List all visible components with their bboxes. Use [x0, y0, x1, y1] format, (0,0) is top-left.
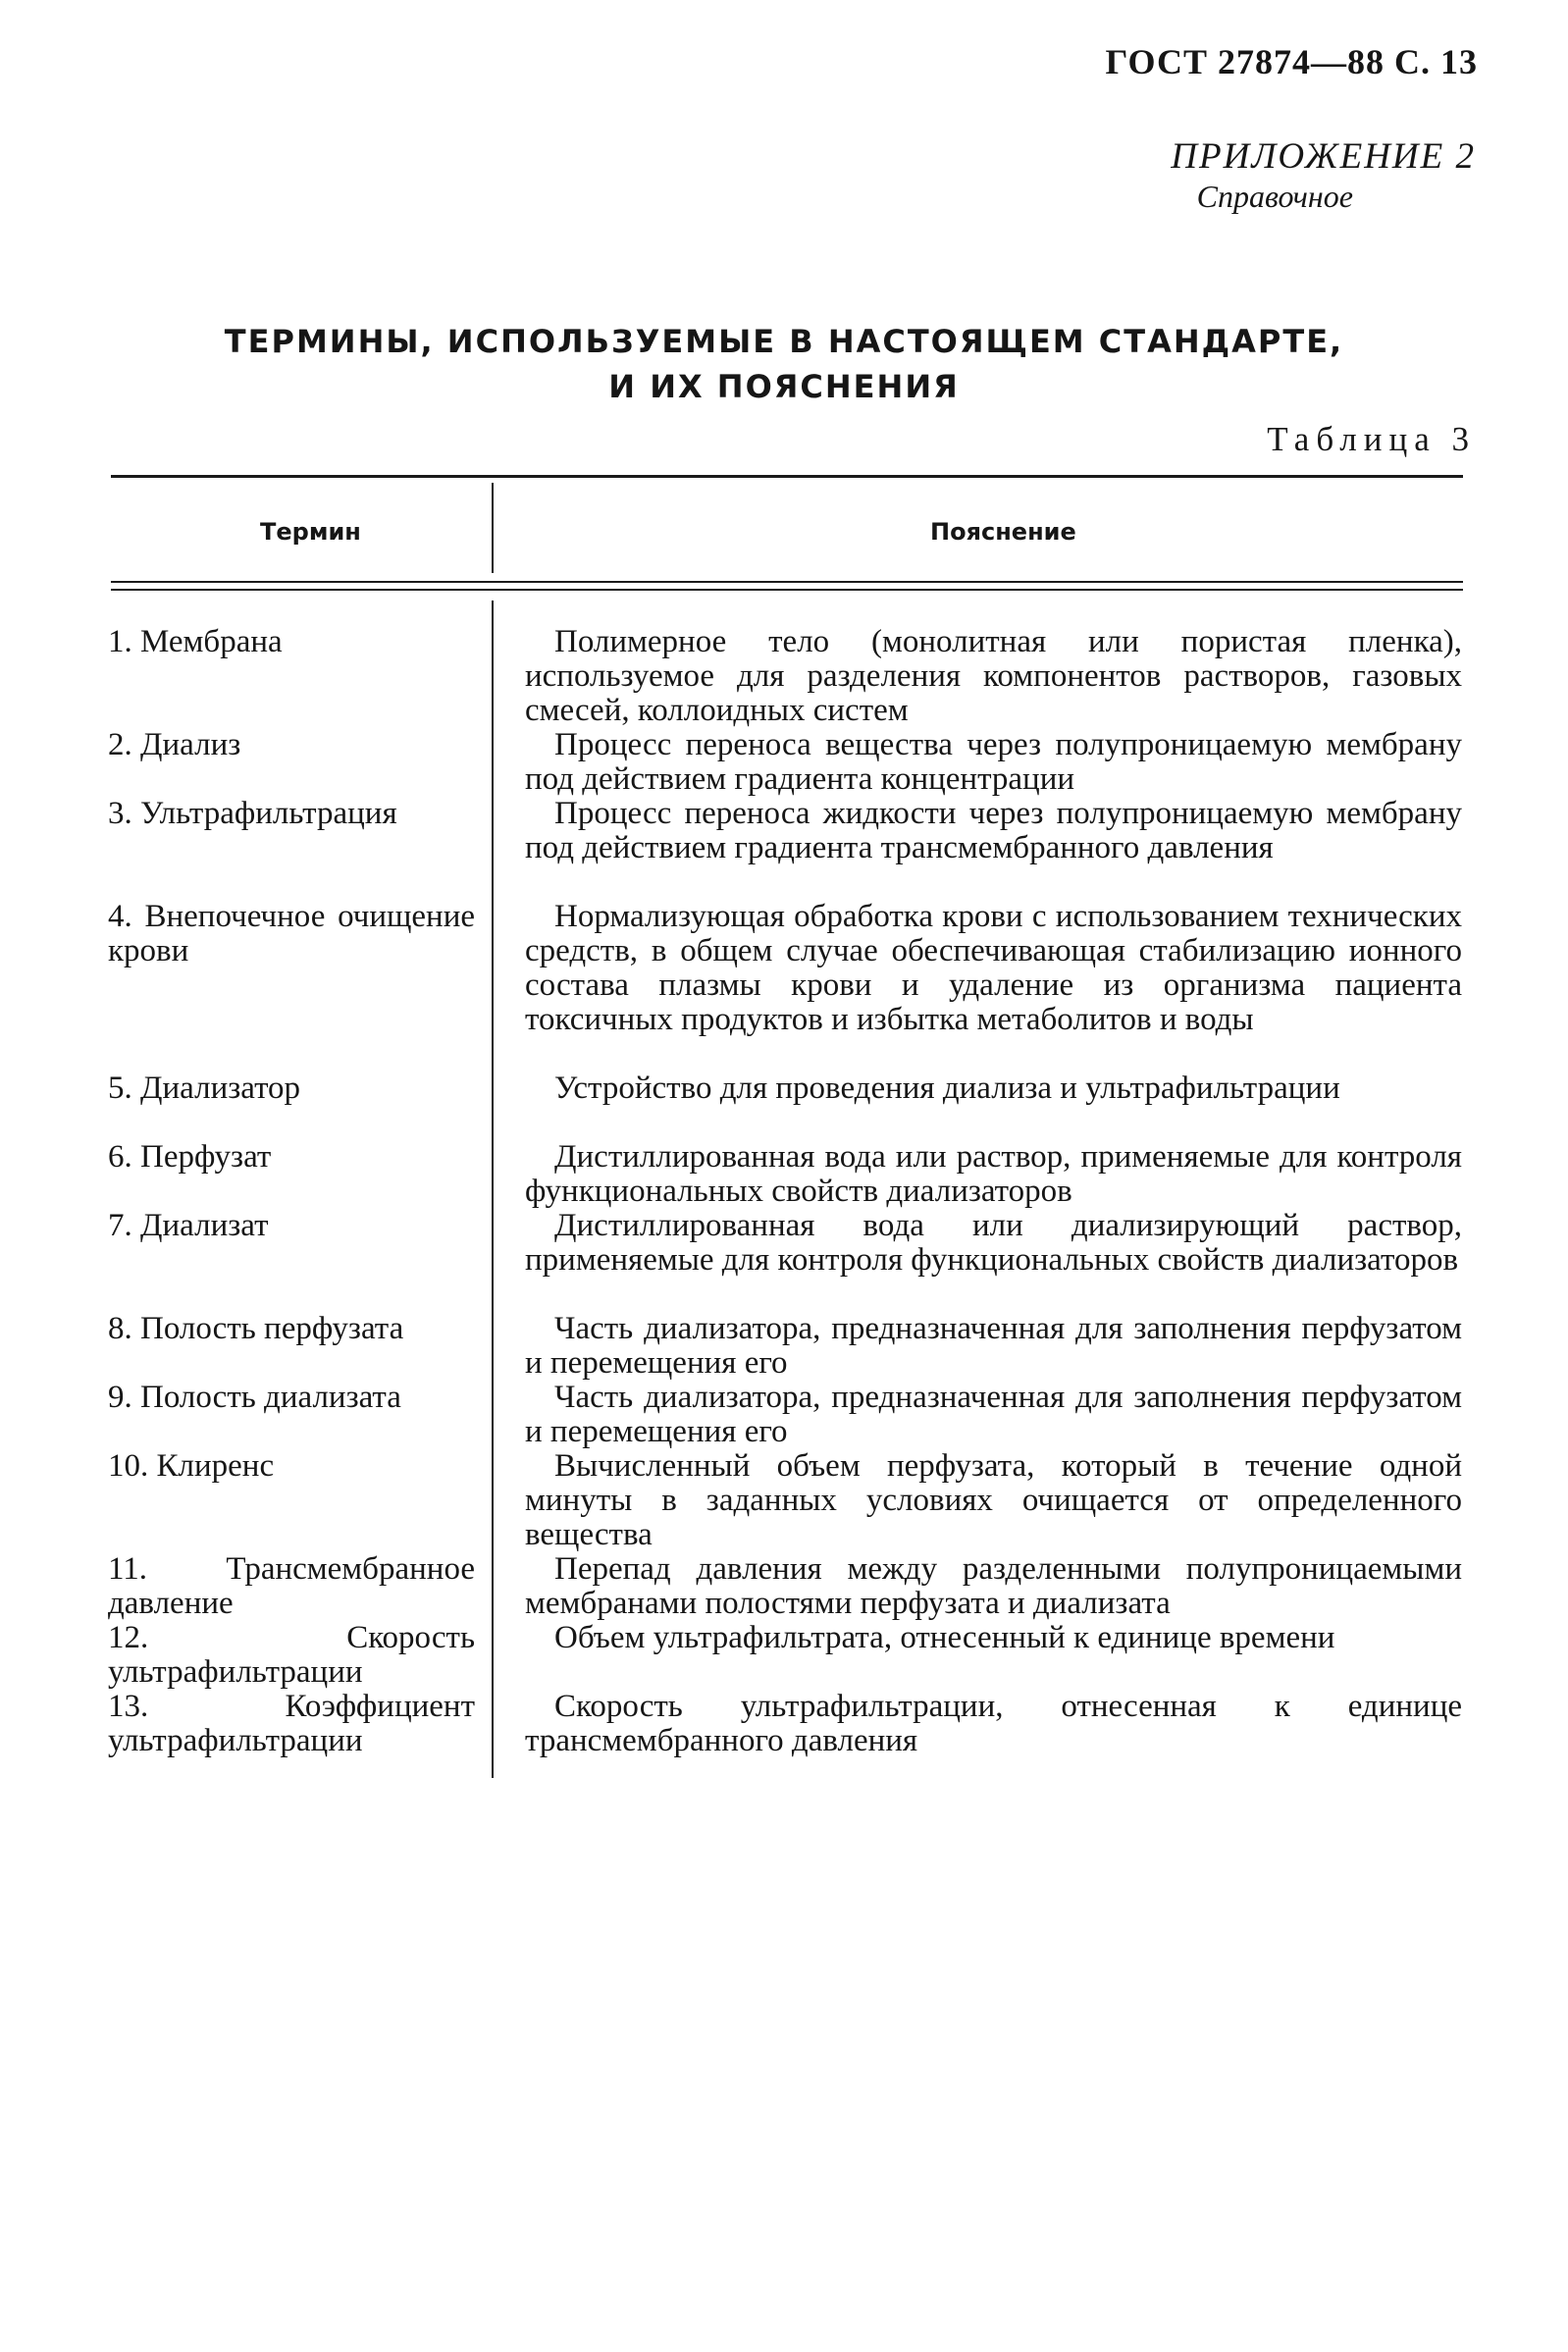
term-cell: 9. Полость диализата [108, 1380, 401, 1415]
term-cell: 7. Диализат [108, 1208, 269, 1243]
header-column-divider [492, 483, 494, 573]
explanation-cell: Скорость ультрафильтрации, отнесенная к единице трансмембранного давления [525, 1689, 1462, 1758]
document-title [0, 319, 1568, 409]
term-cell: 8. Полость перфузата [108, 1311, 404, 1346]
explanation-cell: Вычисленный объем перфузата, который в течение одной минуты в заданных условиях очищается от определенного вещества [525, 1448, 1462, 1552]
column-header-term: Термин [260, 518, 361, 546]
document-title-line-2: И ИХ ПОЯСНЕНИЯ [608, 368, 960, 405]
explanation-cell: Дистиллированная вода или диализирующий раствор, применяемые для контроля функциональных свойств диализаторов [525, 1208, 1462, 1278]
term-cell: 1. Мембрана [108, 624, 283, 659]
term-cell: 6. Перфузат [108, 1139, 272, 1175]
explanation-cell: Перепад давления между разделенными полупроницаемыми мембранами полостями перфузата и диализата [525, 1551, 1462, 1621]
explanation-cell: Процесс переноса вещества через полупроницаемую мембрану под действием градиента концентрации [525, 727, 1462, 797]
table-top-rule [111, 475, 1463, 478]
document-title-line-1: ТЕРМИНЫ, ИСПОЛЬЗУЕМЫЕ В НАСТОЯЩЕМ СТАНДАРТЕ, [224, 323, 1344, 360]
explanation-cell: Часть диализатора, предназначенная для заполнения перфузатом и перемещения его [525, 1311, 1462, 1381]
term-cell: 13. Коэффициент ультрафильтрации [108, 1689, 475, 1758]
term-cell: 3. Ультрафильтрация [108, 796, 397, 831]
body-column-divider [492, 601, 494, 1778]
term-cell: 12. Скорость ультрафильтрации [108, 1620, 475, 1690]
term-cell: 11. Трансмембранное давление [108, 1551, 475, 1621]
explanation-cell: Нормализующая обработка крови с использованием технических средств, в общем случае обеспечивающая стабилизацию ионного состава плазмы крови и удаление из организма пациента токсичных продуктов и избытка метаболитов и воды [525, 899, 1462, 1037]
explanation-cell: Дистиллированная вода или раствор, применяемые для контроля функциональных свойств диализаторов [525, 1139, 1462, 1209]
appendix-label: ПРИЛОЖЕНИЕ 2 [1171, 136, 1476, 177]
column-header-explanation: Пояснение [930, 518, 1076, 546]
term-cell: 10. Клиренс [108, 1448, 275, 1484]
term-cell: 5. Диализатор [108, 1071, 301, 1106]
explanation-cell: Полимерное тело (монолитная или пористая пленка), используемое для разделения компонентов растворов, газовых смесей, коллоидных систем [525, 624, 1462, 728]
explanation-cell: Процесс переноса жидкости через полупроницаемую мембрану под действием градиента трансмембранного давления [525, 796, 1462, 865]
explanation-cell: Устройство для проведения диализа и ультрафильтрации [554, 1071, 1340, 1106]
header-double-rule-upper [111, 581, 1463, 583]
document-reference: ГОСТ 27874—88 С. 13 [1105, 42, 1478, 81]
header-double-rule-lower [111, 589, 1463, 591]
term-cell: 4. Внепочечное очищение крови [108, 899, 475, 968]
explanation-cell: Объем ультрафильтрата, отнесенный к единице времени [554, 1620, 1335, 1655]
explanation-cell: Часть диализатора, предназначенная для заполнения перфузатом и перемещения его [525, 1380, 1462, 1449]
table-label: Таблица 3 [1267, 420, 1476, 458]
term-cell: 2. Диализ [108, 727, 241, 762]
appendix-note: Справочное [1196, 179, 1353, 214]
